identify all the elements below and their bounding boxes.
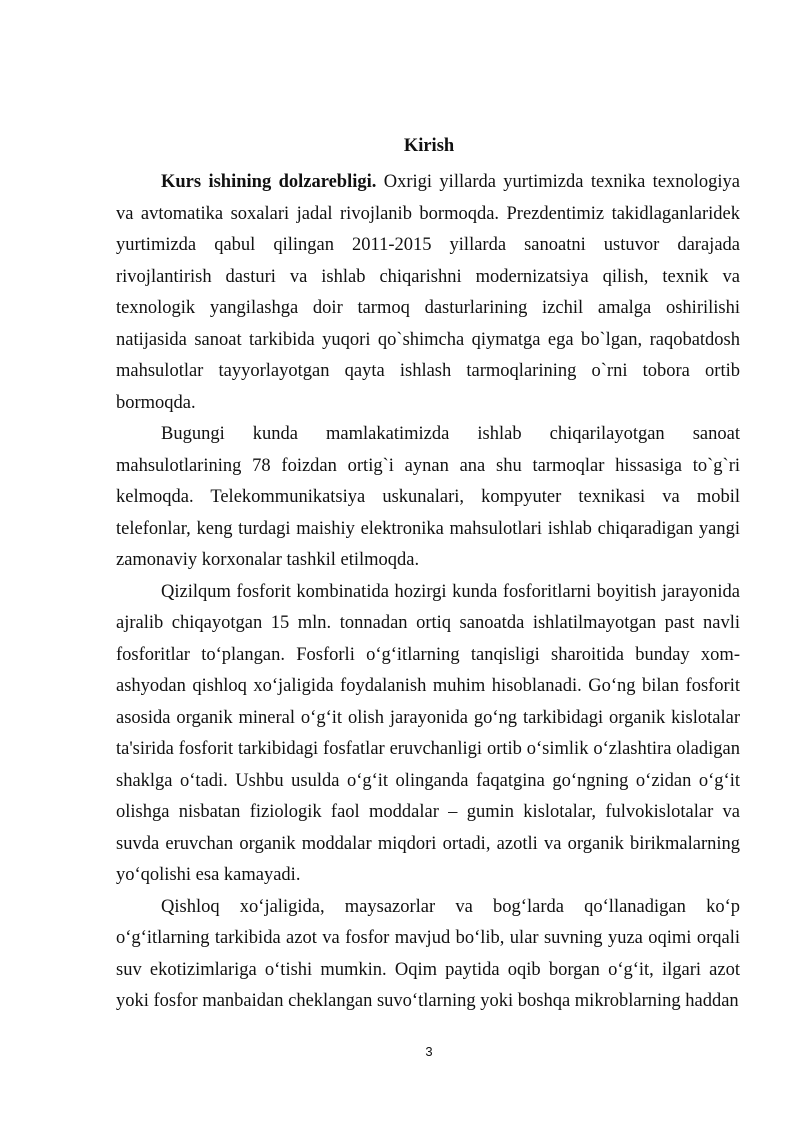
paragraph-relevance xyxy=(116,167,740,419)
body-text xyxy=(116,167,740,1018)
paragraph-phosphorite: Qizilqum fosforit kombinatida hozirgi kunda fosforitlarni boyitish jarayonida ajralib chiqayotgan 15 mln. tonnadan ortiq sanoatda ishlatilmayotgan past navli fosforitlar to‘plangan. Fosforli o‘g‘itlarning tanqisligi sharoitida bunday xom-ashyodan qishloq xo‘jaligida foydalanish muhim hisoblanadi. Go‘ng bilan fosforit asosida organik mineral o‘g‘it olish jarayonida go‘ng tarkibidagi organik kislotalar ta'sirida fosforit tarkibidagi fosfatlar eruvchanligi ortib o‘simlik o‘zlashtira oladigan shaklga o‘tadi. Ushbu usulda o‘g‘it olinganda faqatgina go‘ngning o‘zidan o‘g‘it olishga nisbatan fiziologik faol moddalar – gumin kislotalar, fulvokislotalar va suvda eruvchan organik moddalar miqdori ortadi, azotli va organik birikmalarning yo‘qolishi esa kamayadi. xyxy=(116,581,740,885)
paragraph-text: Oxrigi yillarda yurtimizda texnika texnologiya va avtomatika soxalari jadal rivojlanib bormoqda. Prezdentimiz takidlaganlaridek yurtimizda qabul qilingan 2011-2015 yillarda sanoatni ustuvor darajada rivojlantirish dasturi va ishlab chiqarishni modernizatsiya qilish, texnik va texnologik yangilashga doir tarmoq dasturlarining izchil amalga oshirilishi natijasida sanoat tarkibida yuqori qo`shimcha qiymatga ega bo`lgan, raqobatdosh mahsulotlar tayyorlayotgan qayta ishlash tarmoqlarining o`rni tobora ortib bormoqda. xyxy=(116,172,740,413)
paragraph-lead: Kurs ishining dolzarebligi. xyxy=(161,172,377,192)
section-heading: Kirish xyxy=(403,136,455,156)
paragraph-agriculture: Qishloq xo‘jaligida, maysazorlar va bog‘larda qo‘llanadigan ko‘p o‘g‘itlarning tarkibida azot va fosfor mavjud bo‘lib, ular suvning yuza oqimi orqali suv ekotizimlariga o‘tishi mumkin. Oqim paytida oqib borgan o‘g‘it, ilgari azot yoki fosfor manbaidan cheklangan suvo‘tlarning yoki boshqa mikroblarning haddan xyxy=(116,896,740,1011)
paragraph-industry: Bugungi kunda mamlakatimizda ishlab chiqarilayotgan sanoat mahsulotlarining 78 foizdan ortig`i aynan ana shu tarmoqlar hissasiga to`g`ri kelmoqda. Telekommunikatsiya uskunalari, kompyuter texnikasi va mobil telefonlar, keng turdagi maishiy elektronika mahsulotlari ishlab chiqaradigan yangi zamonaviy korxonalar tashkil etilmoqda. xyxy=(116,424,740,570)
page-number: 3 xyxy=(425,1044,433,1059)
